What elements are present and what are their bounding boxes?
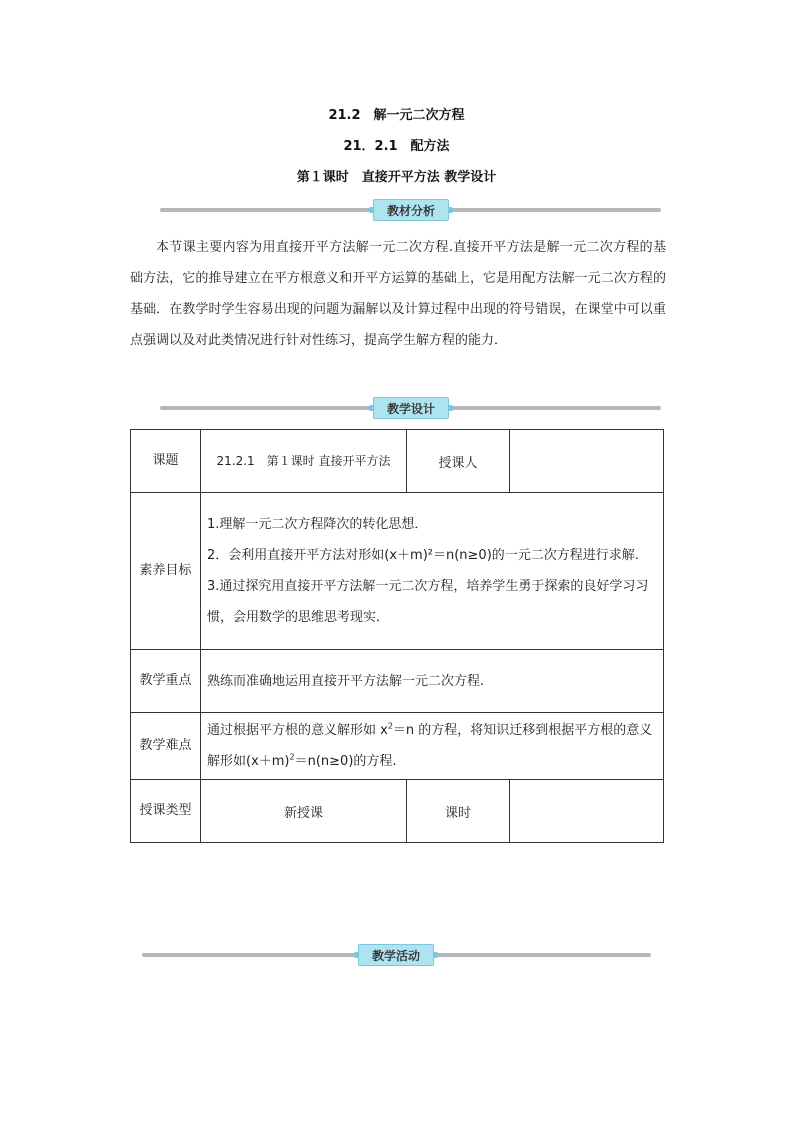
table-row xyxy=(131,430,664,493)
goals-label: 素养目标 xyxy=(131,493,201,650)
topic-label: 课题 xyxy=(131,430,201,493)
section-title: 21.2 解一元二次方程 xyxy=(328,108,465,123)
difficulty-label: 教学难点 xyxy=(131,713,201,780)
goal-item: 2．会利用直接开平方法对形如(x＋m)²＝n(n≥0)的一元二次方程进行求解. xyxy=(207,548,639,563)
activity-badge: 教学活动 xyxy=(358,944,434,966)
lesson-title: 第１课时 直接开平方法 教学设计 xyxy=(296,170,497,185)
key-point-text: 熟练而准确地运用直接开平方法解一元二次方程. xyxy=(201,650,664,713)
divider-analysis xyxy=(160,199,661,221)
table-row xyxy=(131,650,664,713)
teacher-value xyxy=(510,430,664,493)
table-row xyxy=(131,493,664,650)
key-point-label: 教学重点 xyxy=(131,650,201,713)
topic-value: 21.2.1 第１课时 直接开平方法 xyxy=(201,430,407,493)
teacher-label: 授课人 xyxy=(407,430,510,493)
table-row xyxy=(131,713,664,780)
divider-design xyxy=(160,397,661,419)
analysis-badge: 教材分析 xyxy=(373,199,449,221)
lesson-type-label: 授课类型 xyxy=(131,780,201,843)
table-row xyxy=(131,780,664,843)
goals-content xyxy=(201,493,664,650)
analysis-paragraph: 本节课主要内容为用直接开平方法解一元二次方程.直接开平方法是解一元二次方程的基础方法，它的推导建立在平方根意义和开平方运算的基础上，它是用配方法解一元二次方程的基础．在教学时学生容易出现的问题为漏解以及计算过程中出现的符号错误，在课堂中可以重点强调以及对此类情况进行针对性练习，提高学生解方程的能力． xyxy=(130,240,666,348)
divider-activity xyxy=(142,944,651,966)
design-table xyxy=(130,429,664,843)
goal-item: 3.通过探究用直接开平方法解一元二次方程，培养学生勇于探索的良好学习习惯，会用数学的思维思考现实． xyxy=(207,579,649,625)
hours-label: 课时 xyxy=(407,780,510,843)
design-badge: 教学设计 xyxy=(373,397,449,419)
difficulty-text: 通过根据平方根的意义解形如 $x^2=n$ 的方程，将知识迁移到根据平方根的意义解形如$(x+m)^2=n(n\ge 0)$的方程. xyxy=(201,713,664,780)
subsection-title: 21．2.1 配方法 xyxy=(343,139,450,154)
hours-value xyxy=(510,780,664,843)
lesson-type-value: 新授课 xyxy=(201,780,407,843)
goal-item: 1.理解一元二次方程降次的转化思想． xyxy=(207,517,428,532)
